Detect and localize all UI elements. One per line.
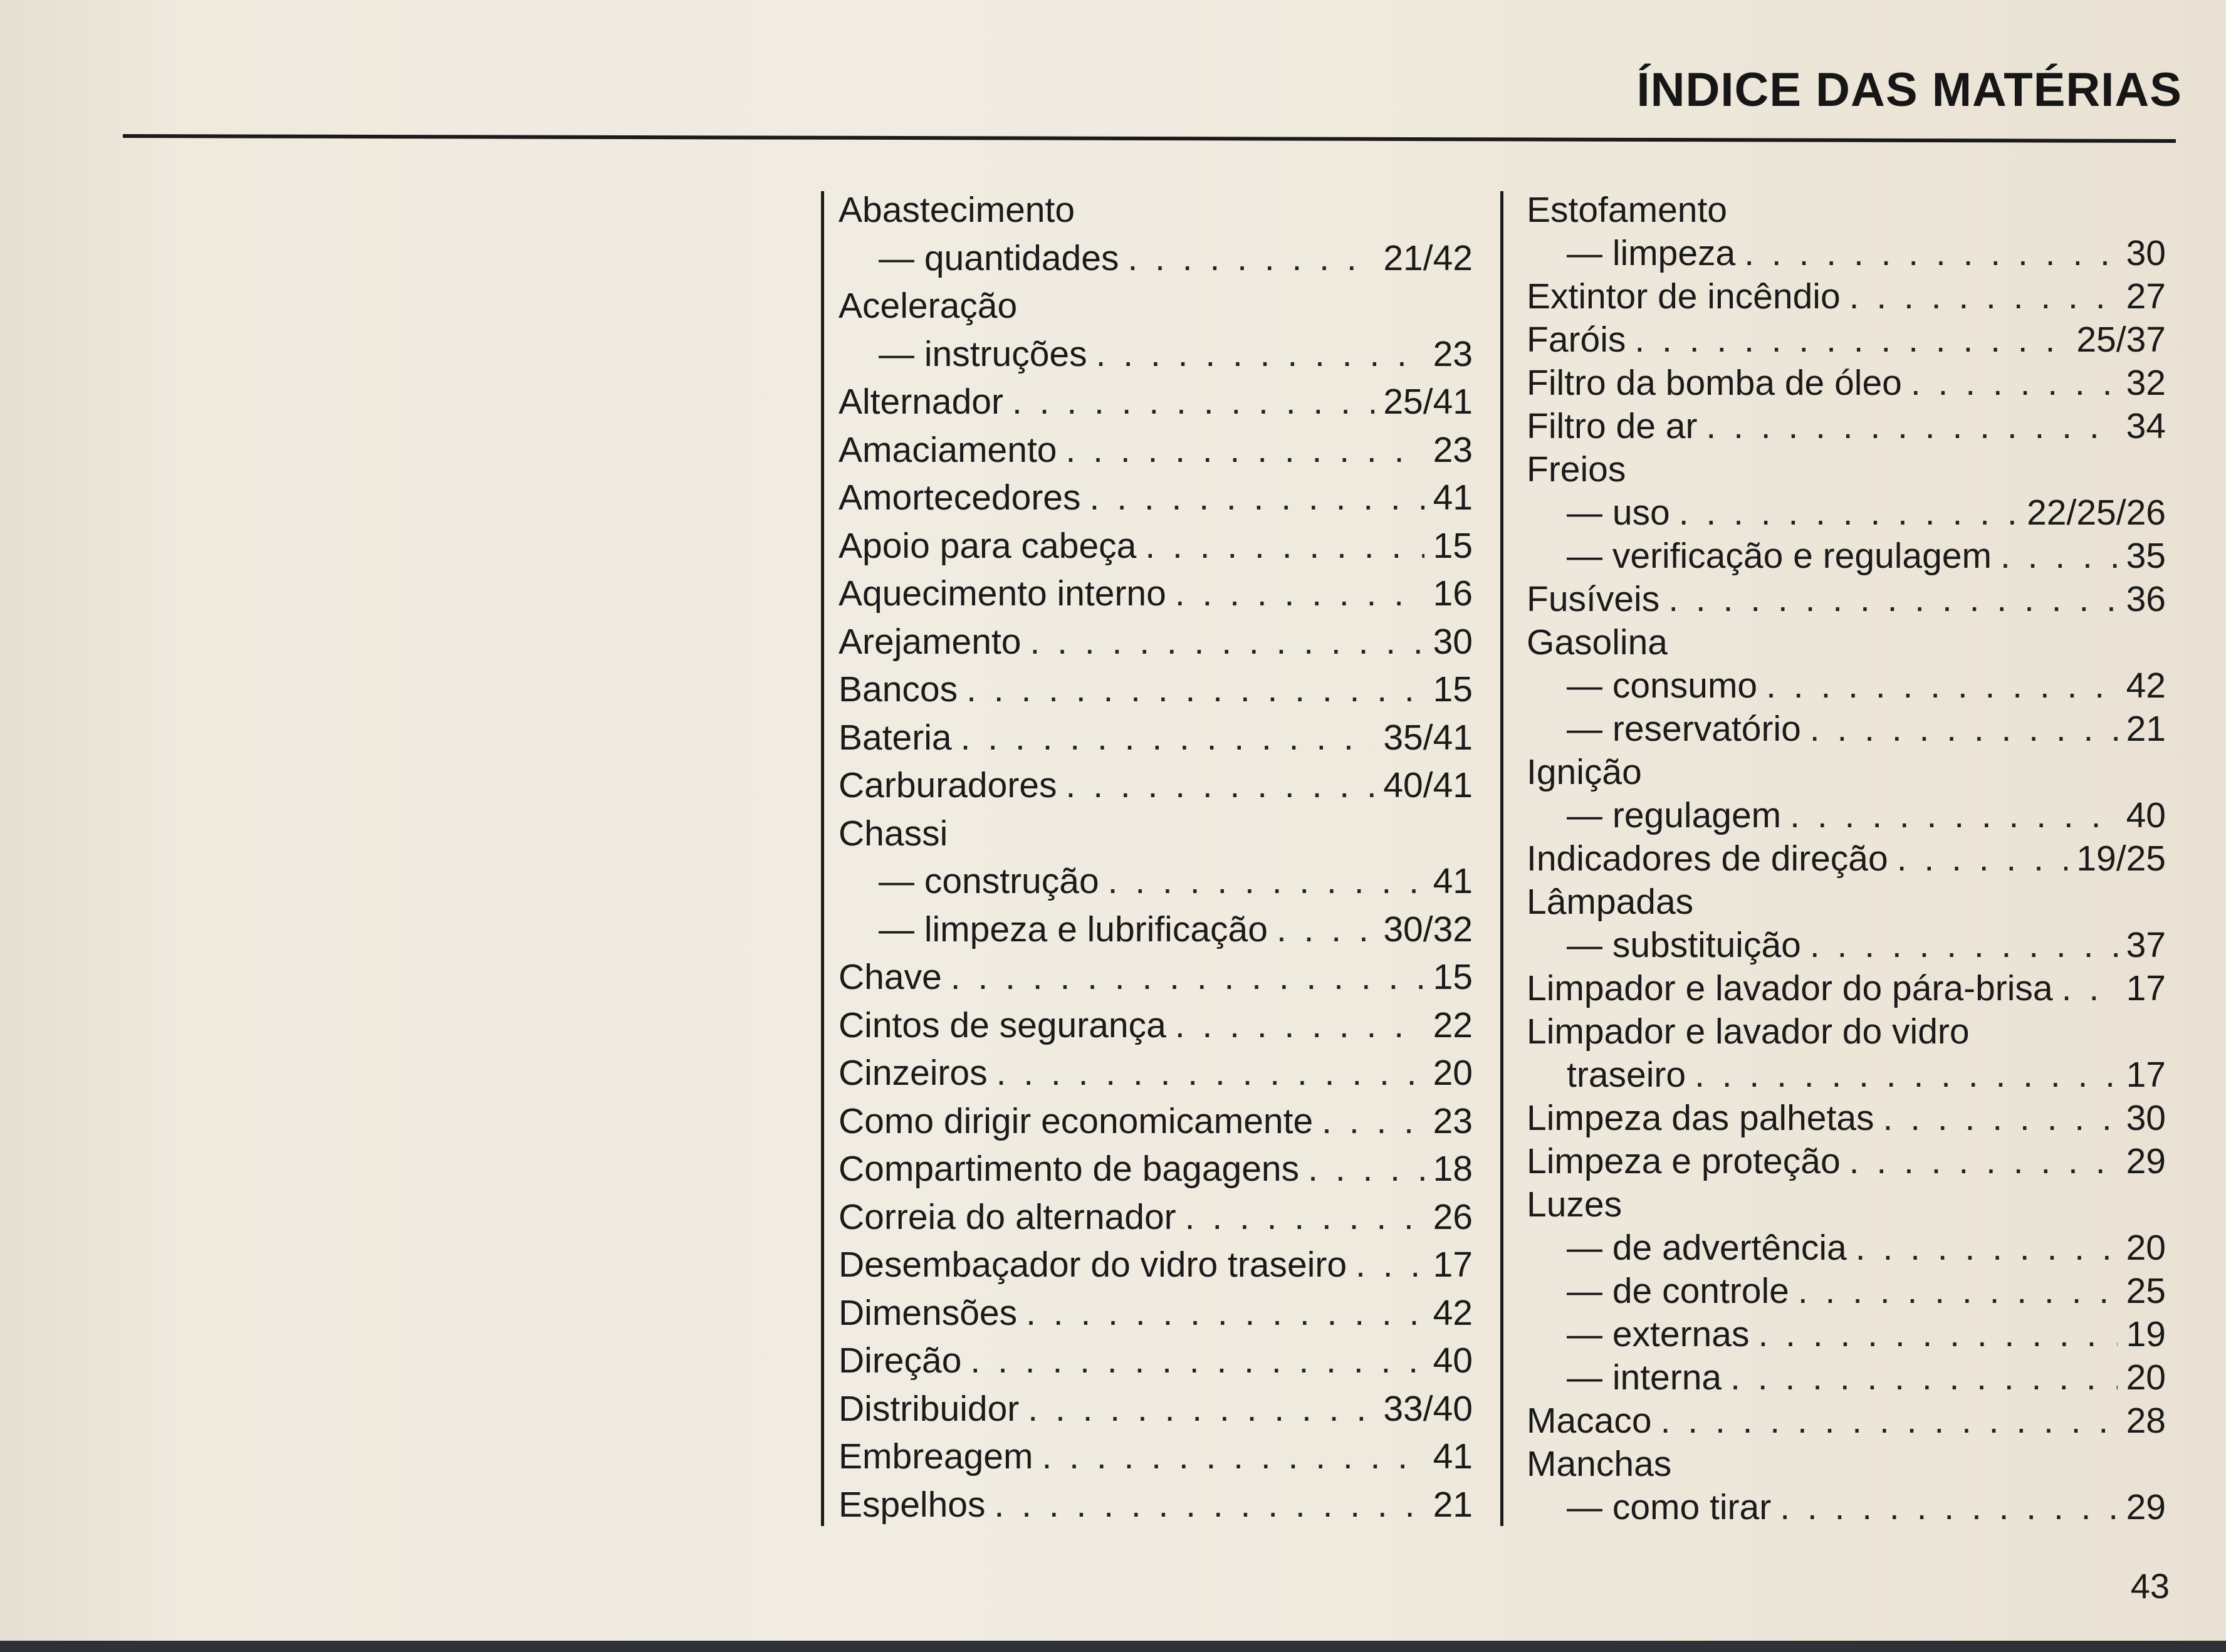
dot-leader: [1758, 1317, 2117, 1352]
index-entry-page: 36: [2126, 579, 2166, 619]
index-entry-label: — construção: [879, 861, 1099, 901]
index-entry: [1527, 402, 2166, 444]
index-entry: [839, 281, 1473, 324]
index-entry: [839, 1097, 1473, 1139]
index-entry: [839, 761, 1473, 803]
dot-leader: [1766, 668, 2117, 704]
index-entry: [1527, 877, 2166, 920]
index-entry-label: Amortecedores: [839, 478, 1081, 518]
index-entry-label: Compartimento de bagagens: [839, 1149, 1300, 1189]
index-entry-page: 30: [2126, 1098, 2166, 1138]
dot-leader: [970, 1343, 1424, 1379]
index-entry-label: — substituição: [1567, 925, 1801, 965]
index-entry-page: 21: [1433, 1484, 1473, 1525]
index-entry-label: Cinzeiros: [839, 1053, 988, 1093]
index-entry: [839, 713, 1473, 756]
index-entry: [839, 1193, 1473, 1235]
dot-leader: [1695, 1057, 2118, 1093]
index-entry-page: 21/42: [1383, 238, 1473, 278]
index-entry-page: 18: [1433, 1149, 1473, 1189]
index-entry-page: 32: [2126, 363, 2166, 403]
index-entry: [839, 186, 1473, 228]
index-entry: [1527, 1137, 2166, 1179]
index-entry-label: Gasolina: [1527, 622, 1668, 662]
index-entry-label: Espelhos: [839, 1484, 986, 1525]
index-entry-label: Amaciamento: [839, 429, 1057, 470]
page-bottom-edge: [0, 1641, 2226, 1652]
index-entry-page: 30/32: [1383, 909, 1473, 949]
dot-leader: [1090, 480, 1424, 516]
index-subentry: [1527, 1353, 2166, 1396]
index-entry-page: 15: [1433, 525, 1473, 566]
index-entry: [1527, 272, 2166, 315]
index-entry-label: — de advertência: [1567, 1228, 1847, 1268]
dot-leader: [1679, 495, 2018, 531]
index-entry-page: 30: [2126, 233, 2166, 273]
index-entry-page: 40: [2126, 795, 2166, 835]
dot-leader: [1030, 624, 1424, 660]
index-entry: [839, 473, 1473, 516]
dot-leader: [951, 959, 1424, 995]
index-entry-label: Lâmpadas: [1527, 882, 1694, 922]
index-entry-page: 20: [2126, 1357, 2166, 1398]
index-entry-label: Dimensões: [839, 1292, 1018, 1333]
index-entry: [1527, 575, 2166, 617]
index-entry-page: 22/25/26: [2027, 493, 2166, 533]
index-entry-page: 17: [2126, 968, 2166, 1008]
index-entry-label: Faróis: [1527, 320, 1626, 360]
index-entry-label: — instruções: [879, 333, 1087, 374]
index-entry-label: Como dirigir economicamente: [839, 1100, 1314, 1141]
index-entry-label: — uso: [1567, 493, 1670, 533]
index-entry-page: 23: [1433, 429, 1473, 470]
index-entry-label: — reservatório: [1567, 709, 1801, 749]
index-entry-label: traseiro: [1567, 1055, 1686, 1095]
index-entry-page: 41: [1433, 478, 1473, 518]
index-subentry: [1527, 1310, 2166, 1352]
index-entry: [839, 377, 1473, 420]
index-entry-page: 30: [1433, 621, 1473, 662]
dot-leader: [1810, 711, 2118, 747]
dot-leader: [1277, 912, 1374, 948]
index-entry: [839, 809, 1473, 852]
index-subentry: [1527, 704, 2166, 747]
index-entry-label: Extintor de incêndio: [1527, 276, 1841, 316]
index-entry-label: Abastecimento: [839, 190, 1075, 230]
dot-leader: [995, 1487, 1424, 1523]
index-entry-label: Fusíveis: [1527, 579, 1660, 619]
index-entry: [839, 1480, 1473, 1523]
index-entry-label: Indicadores de direção: [1527, 839, 1888, 879]
dot-leader: [1634, 322, 2067, 358]
dot-leader: [1127, 241, 1374, 276]
dot-leader: [1028, 1391, 1374, 1427]
index-entry: [839, 1240, 1473, 1283]
dot-leader: [966, 672, 1424, 708]
dot-leader: [1780, 1490, 2117, 1525]
index-entry-page: 15: [1433, 669, 1473, 709]
index-entry-page: 33/40: [1383, 1388, 1473, 1429]
index-entry-label: Limpeza das palhetas: [1527, 1098, 1874, 1138]
index-entry: [1527, 834, 2166, 877]
index-entry-label: Estofamento: [1527, 190, 1728, 230]
index-entry-label: Embreagem: [839, 1436, 1033, 1477]
dot-leader: [1175, 576, 1424, 612]
index-entry-page: 29: [2126, 1487, 2166, 1527]
index-entry-page: 34: [2126, 406, 2166, 446]
index-entry-page: 40/41: [1383, 765, 1473, 805]
index-subentry: [1527, 488, 2166, 531]
index-entry-label: Chassi: [839, 813, 948, 854]
index-entry-page: 15: [1433, 957, 1473, 997]
index-subentry: [839, 330, 1473, 372]
dot-leader: [1911, 365, 2118, 401]
index-entry-label: Direção: [839, 1341, 962, 1381]
index-entry-label: Arejamento: [839, 621, 1022, 662]
index-entry: [1527, 445, 2166, 488]
index-entry: [839, 1289, 1473, 1331]
index-entry: [1527, 358, 2166, 401]
dot-leader: [1308, 1151, 1424, 1187]
index-entry-label: — regulagem: [1567, 795, 1782, 835]
index-entry-page: 41: [1433, 861, 1473, 901]
index-entry: [1527, 1094, 2166, 1136]
index-subentry: [1527, 531, 2166, 574]
index-entry-label: Correia do alternador: [839, 1196, 1176, 1237]
index-entry-page: 19/25: [2076, 839, 2166, 879]
index-entry-label: Desembaçador do vidro traseiro: [839, 1245, 1347, 1285]
index-entry-page: 29: [2126, 1141, 2166, 1181]
index-subentry: [1527, 921, 2166, 963]
index-entry-label: Distribuidor: [839, 1388, 1020, 1429]
index-entry: [1527, 1396, 2166, 1439]
index-entry-label: Chave: [839, 957, 942, 997]
index-entry-page: 42: [1433, 1292, 1473, 1333]
dot-leader: [1856, 1230, 2118, 1266]
dot-leader: [1849, 279, 2118, 315]
index-entry-label: Bancos: [839, 669, 958, 709]
index-entry-label: — limpeza e lubrificação: [879, 909, 1268, 949]
dot-leader: [1042, 1439, 1424, 1475]
index-entry-page: 37: [2126, 925, 2166, 965]
index-entry-page: 22: [1433, 1005, 1473, 1045]
index-entry: [1527, 1180, 2166, 1223]
index-subentry: [1527, 661, 2166, 704]
index-entry-label: — externas: [1567, 1314, 1750, 1354]
index-entry-label: — consumo: [1567, 666, 1758, 706]
index-entry-page: 16: [1433, 573, 1473, 614]
dot-leader: [1668, 582, 2117, 617]
index-entry-label: Limpador e lavador do vidro: [1527, 1012, 1970, 1052]
index-entry-page: 25: [2126, 1271, 2166, 1311]
index-entry: [839, 426, 1473, 468]
dot-leader: [1356, 1247, 1424, 1283]
index-entry: [1527, 186, 2166, 228]
dot-leader: [2062, 971, 2118, 1006]
index-entry-page: 28: [2126, 1401, 2166, 1441]
index-entry-page: 23: [1433, 1100, 1473, 1141]
dot-leader: [1322, 1104, 1424, 1139]
index-entry-label: — de controle: [1567, 1271, 1789, 1311]
index-entry-label: — como tirar: [1567, 1487, 1772, 1527]
index-subentry: [1527, 1483, 2166, 1525]
index-entry-label: Filtro da bomba de óleo: [1527, 363, 1902, 403]
index-entry-page: 40: [1433, 1341, 1473, 1381]
dot-leader: [1897, 841, 2068, 877]
dot-leader: [1883, 1100, 2118, 1136]
index-entry: [1527, 618, 2166, 661]
index-entry: [839, 953, 1473, 995]
index-entry-page: 25/37: [2076, 320, 2166, 360]
index-entry: [1527, 315, 2166, 358]
page-title: ÍNDICE DAS MATÉRIAS: [1636, 63, 2182, 117]
index-entry: [839, 569, 1473, 612]
page-number: 43: [2130, 1566, 2170, 1606]
index-entry-label: — interna: [1567, 1357, 1722, 1398]
index-entry-label: Limpador e lavador do pára-brisa: [1527, 968, 2053, 1008]
index-entry-label: Freios: [1527, 449, 1626, 489]
index-entry-page: 26: [1433, 1196, 1473, 1237]
dot-leader: [2000, 538, 2118, 574]
index-entry: [839, 1432, 1473, 1475]
index-subentry: [1527, 1223, 2166, 1266]
index-subentry: [1527, 1267, 2166, 1309]
index-entry: [1527, 964, 2166, 1006]
index-entry: [1527, 748, 2166, 790]
index-entry: [1527, 1007, 2166, 1050]
index-entry-page: 35/41: [1383, 717, 1473, 758]
dot-leader: [1790, 798, 2117, 834]
index-entry-label: Aquecimento interno: [839, 573, 1166, 614]
index-entry-label: Luzes: [1527, 1184, 1622, 1225]
index-entry-page: 21: [2126, 709, 2166, 749]
dot-leader: [1185, 1200, 1424, 1235]
index-entry: [839, 1144, 1473, 1187]
index-entry-page: 17: [2126, 1055, 2166, 1095]
dot-leader: [1730, 1360, 2117, 1396]
dot-leader: [1798, 1273, 2118, 1309]
index-entry-label: Filtro de ar: [1527, 406, 1698, 446]
index-entry-page: 25/41: [1383, 382, 1473, 422]
index-entry: [839, 1048, 1473, 1091]
column-divider-left: [821, 191, 824, 1526]
dot-leader: [961, 720, 1375, 756]
index-entry-label: — limpeza: [1567, 233, 1736, 273]
index-entry-page: 20: [2126, 1228, 2166, 1268]
index-entry: [839, 1001, 1473, 1043]
index-subentry: [1527, 791, 2166, 834]
index-entry-label: Macaco: [1527, 1401, 1652, 1441]
dot-leader: [1810, 928, 2118, 963]
index-entry-label: Alternador: [839, 382, 1003, 422]
index-entry: [1527, 1440, 2166, 1482]
index-entry: [839, 1384, 1473, 1427]
dot-leader: [1145, 528, 1424, 564]
dot-leader: [1012, 384, 1374, 420]
index-entry-label: — quantidades: [879, 238, 1119, 278]
index-entry-label: Limpeza e proteção: [1527, 1141, 1841, 1181]
index-entry-label: Ignição: [1527, 752, 1642, 792]
index-entry-page: 19: [2126, 1314, 2166, 1354]
index-entry-label: Aceleração: [839, 286, 1018, 326]
index-entry-page: 42: [2126, 666, 2166, 706]
dot-leader: [1661, 1403, 2118, 1439]
dot-leader: [1108, 864, 1424, 899]
index-entry: [839, 665, 1473, 708]
dot-leader: [996, 1055, 1424, 1091]
dot-leader: [1066, 432, 1424, 468]
dot-leader: [1175, 1008, 1424, 1043]
dot-leader: [1706, 409, 2117, 444]
index-entry-page: 23: [1433, 333, 1473, 374]
index-subentry: [839, 234, 1473, 276]
index-entry-page: 35: [2126, 536, 2166, 576]
title-rule: [123, 134, 2176, 143]
index-subentry: [839, 857, 1473, 899]
index-entry-page: 41: [1433, 1436, 1473, 1477]
index-entry-label: Manchas: [1527, 1444, 1672, 1484]
index-entry-label: Carburadores: [839, 765, 1057, 805]
index-subentry: [1527, 1050, 2166, 1093]
index-subentry: [1527, 229, 2166, 271]
index-subentry: [839, 905, 1473, 948]
index-entry-page: 20: [1433, 1053, 1473, 1093]
index-entry-page: 27: [2126, 276, 2166, 316]
dot-leader: [1066, 768, 1375, 803]
dot-leader: [1744, 236, 2117, 271]
index-entry: [839, 617, 1473, 660]
index-entry-label: Bateria: [839, 717, 952, 758]
index-entry-page: 17: [1433, 1245, 1473, 1285]
index-entry: [839, 521, 1473, 564]
index-entry-label: — verificação e regulagem: [1567, 536, 1992, 576]
dot-leader: [1849, 1144, 2118, 1179]
dot-leader: [1096, 337, 1424, 372]
dot-leader: [1026, 1295, 1424, 1331]
index-entry-label: Cintos de segurança: [839, 1005, 1166, 1045]
index-entry: [839, 1336, 1473, 1379]
index-entry-label: Apoio para cabeça: [839, 525, 1137, 566]
column-divider-right: [1500, 191, 1503, 1526]
